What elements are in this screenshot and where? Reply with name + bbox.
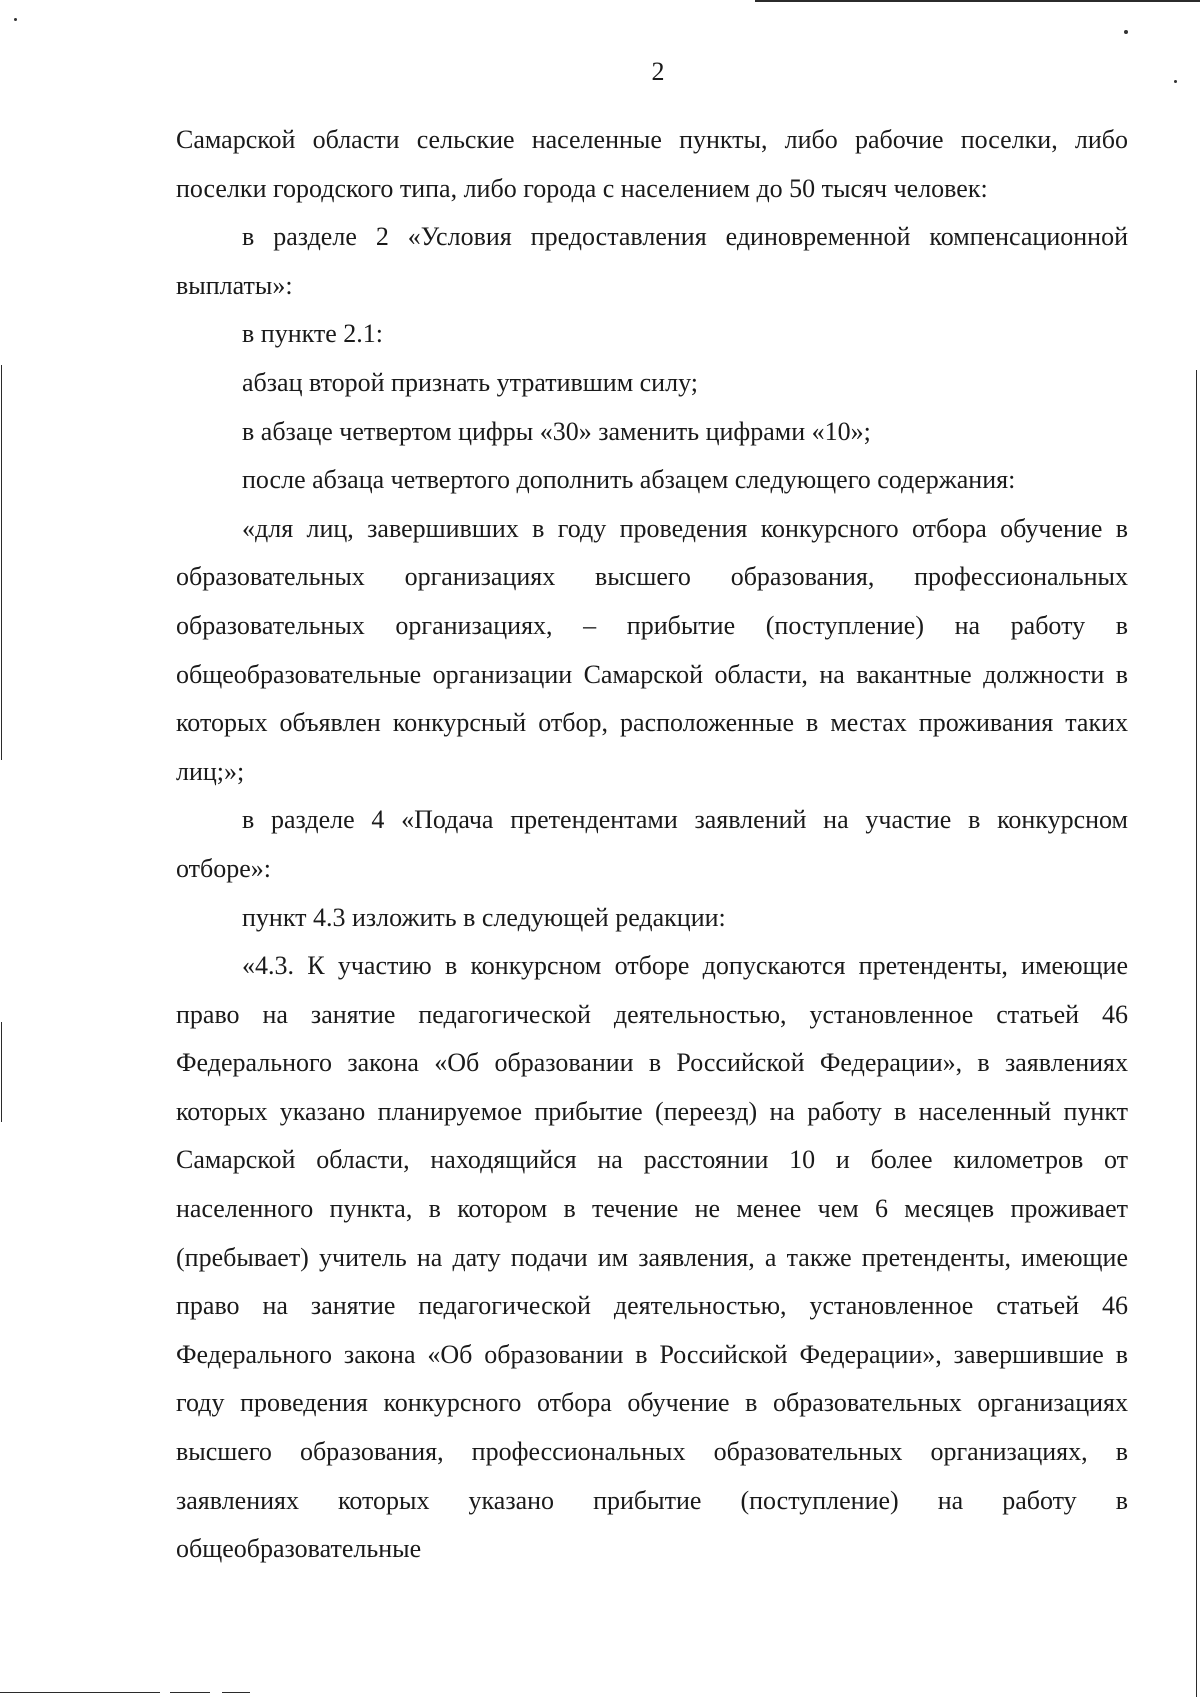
scan-left-edge-mark <box>1 1022 2 1122</box>
paragraph: Самарской области сельские населенные пункты, либо рабочие поселки, либо поселки городского типа, либо города с населением до 50 тысяч человек: <box>176 125 1128 203</box>
scan-top-edge-line <box>755 0 1200 2</box>
document-body <box>176 116 1128 1574</box>
scan-left-edge-line <box>1 365 2 760</box>
scan-bottom-edge-line <box>0 1692 160 1693</box>
page-number: 2 <box>651 57 665 86</box>
paragraph: пункт 4.3 изложить в следующей редакции: <box>242 902 726 932</box>
scan-right-edge-line <box>1196 370 1197 1697</box>
paragraph: в пункте 2.1: <box>242 319 384 349</box>
paragraph: в абзаце четвертом цифры «30» заменить цифрами «10»; <box>242 416 871 446</box>
scan-bottom-dash-1 <box>170 1692 210 1693</box>
paragraph: абзац второй признать утратившим силу; <box>242 367 698 397</box>
scan-speck <box>1124 30 1128 34</box>
paragraph: «для лиц, завершивших в году проведения конкурсного отбора обучение в образовательных организациях высшего образования, профессиональных образовательных организациях, – прибытие (поступление) на работу в общеобразовательные организации Самарской области, на вакантные должности в которых объявлен конкурсный отбор, расположенные в местах проживания таких лиц;»; <box>176 513 1128 786</box>
paragraph: в разделе 2 «Условия предоставления единовременной компенсационной выплаты»: <box>176 222 1128 300</box>
paragraph: «4.3. К участию в конкурсном отборе допускаются претенденты, имеющие право на занятие педагогической деятельностью, установленное статьей 46 Федерального закона «Об образовании в Российской Федерации», в заявлениях которых указано планируемое прибытие (переезд) на работу в населенный пункт Самарской области, находящийся на расстоянии 10 и более километров от населенного пункта, в котором в течение не менее чем 6 месяцев проживает (пребывает) учитель на дату подачи им заявления, а также претенденты, имеющие право на занятие педагогической деятельностью, установленное статьей 46 Федерального закона «Об образовании в Российской Федерации», завершившие в году проведения конкурсного отбора обучение в образовательных организациях высшего образования, профессиональных образовательных организациях, в заявлениях которых указано прибытие (поступление) на работу в общеобразовательные <box>176 951 1128 1564</box>
scan-bottom-dash-2 <box>222 1692 250 1693</box>
scan-speck <box>14 18 17 21</box>
paragraph: в разделе 4 «Подача претендентами заявлений на участие в конкурсном отборе»: <box>176 805 1128 883</box>
paragraph: после абзаца четвертого дополнить абзацем следующего содержания: <box>242 465 1016 495</box>
